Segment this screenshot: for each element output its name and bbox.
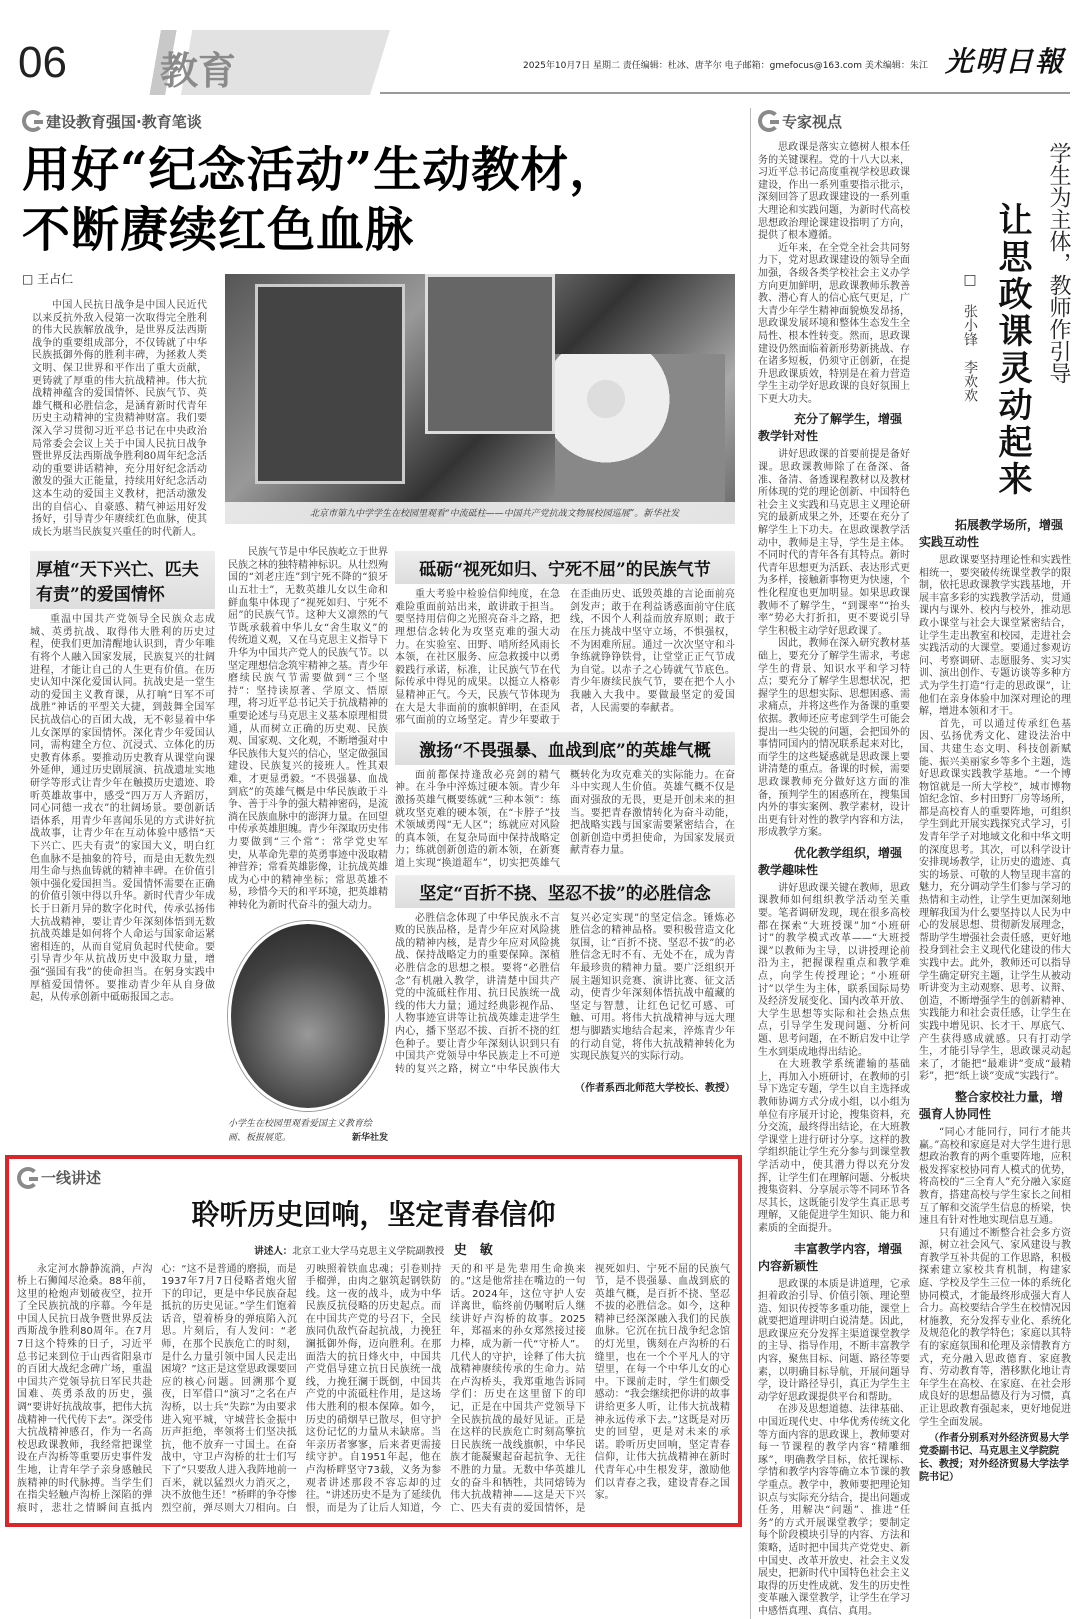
paragraph: 必胜信念体现了中华民族永不言败的民族品格，是青少年应对风险挑战的精神内核，是青少年应对风险挑战、保持战略定力的重要保障。深植必胜信念的思想之根。要将“必胜信念”有机融入教学，讲清楚中国共产党的中流砥柱作用、抗日民族统一战线的伟大力量；通过经典影视作品、人物事迹宣讲等让抗战英雄走进学生内心，播下坚忍不拔、百折不挠的红色种子。要让青少年深刻认识到只有中国共产党领导中华民族走上不可逆转的复兴之路，树立“中华民族伟大复兴必定实现”的坚定信念。锤炼必胜信念的精神品格。要积极营造文化氛围，让“百折不挠、坚忍不拔”的必胜信念无时不有、无处不在，成为青年最珍贵的精神力量。要广泛组织开展主题知识竞赛、演讲比赛、征文活动，使青少年深刻体悟抗战中蕴藏的坚定与智慧，让红色记忆可感、可触、可用。将伟大抗战精神与远大理想与脚踏实地结合起来，淬炼青少年的行动自觉，将伟大抗战精神转化为实现民族复兴的实际行动。	[395, 912, 735, 1075]
paragraph: “同心才能同行，同行才能共赢。”高校和家庭是对大学生进行思想政治教育的两个重要阵地，应积极发挥家校协同育人模式的优势，将高校的“三全育人”充分融入家庭教育，搭建高校与学生家长之间相互了解和交流学生信息的桥梁，快速且有针对性地实现信息互通。	[919, 1126, 1071, 1227]
lecture-column-label	[17, 1165, 730, 1191]
expert-subtitle: 学生为主体，教师作引导	[1046, 142, 1071, 384]
column-name: 专家视点	[782, 112, 843, 131]
column-name: 建设教育强国·教育笔谈	[46, 112, 202, 131]
h4-text	[919, 555, 1071, 1084]
integrity-text	[395, 589, 735, 728]
lead-column-label	[22, 108, 742, 134]
expert-intro	[758, 142, 910, 406]
lead-photo	[225, 274, 735, 524]
paragraph: 因此，教师在深入研究教材基础上，要充分了解学生需求，考虑学生的背景、知识水平和学习特点；要充分了解学生思想状况，把握学生的思想实际、思想困惑、需求痛点，并将这些作为备课的重要依据。教师还应考虑到学生可能会提出一些尖锐的问题，会把国外的事情同国内的情况联系起来对比，而学生的这些疑惑就是思政课上要讲清楚的重点。备课的时候，需要思政课教师充分做好这方面的准备，预判学生的困惑所在，搜集国内外的事实案例、教学素材，设计出更有针对性的教学内容和方法，形成教学方案。	[758, 638, 910, 839]
expert-author-note: （作者分别系对外经济贸易大学党委副书记、马克思主义学院院长、教授；对外经济贸易大学法学院书记）	[919, 1433, 1069, 1484]
paragraph: 面前都保持逢敌必亮剑的精气神。在斗争中淬炼过硬本领。青少年激扬英雄气概要练就“三种本领”：练就攻坚克难的硬本领，在“卡脖子”技术领域勇闯“无人区”；练就应对风险的真本领，在复杂局面中保持战略定力；练就创新创造的新本领，在新赛道上实现“换道超车”，切实把英雄气概转化为攻克难关的实际能力。在奋斗中实现人生价值。英雄气概不仅是面对强敌的无畏，更是开创未来的担当。要把青春激情转化为奋斗动能，把战略实践与国家需要紧密结合，在创新创造中勇担使命，为国家发展贡献青春力量。	[395, 769, 735, 869]
expert-col-1	[758, 142, 910, 1619]
paragraph: 重温中国共产党领导全民族众志成城、英勇抗战、取得伟大胜利的历史过程，使我们更加清醒地认识到，青少年唯有将个人融入国家发展，民族复兴的壮阔进程，才能让自己的人生更有价值。在历史认知中深化爱国认同。抗战史是一堂生动的爱国主义教育课，从打响“日军不可战胜”神话的平型关大捷，到鼓舞全国军民抗战信心的百团大战，无不彰显着中华儿女深厚的家国情怀。深化青少年爱国认同，需构建全方位、沉浸式、立体化的历史教育体系。要推动历史教育从课堂向课外延伸，通过历史剧展演、抗战遗址实地研学等形式让青少年在触摸历史遗迹、聆听英雄故事中，感受“四万万人齐蹈厉，同心同德一戎衣”的壮阔场景。要创新话语体系，用青少年喜闻乐见的方式讲好抗战故事，让青少年在互动体验中感悟“天下兴亡、匹夫有责”的家国大义，明白红色血脉不是抽象的符号，而是由无数先烈用生命与热血铸就的精神丰碑。在价值引领中强化爱国担当。爱国情怀需要在正确的价值引领中得以升华。新时代青少年成长于日新月异的数字化时代，传承弘扬伟大抗战精神，要让青少年深刻体悟到无数抗战英雄是如何将个人命运与国家命运紧密相连的，从而自觉肩负起时代使命。要引导青少年从抗战历史中汲取力量，增强“强国有我”的使命担当。在躬身实践中厚植爱国情怀。要推动青少年从自身做起，从传承创新中砥砺报国之志。	[30, 614, 215, 1004]
expert-authors	[960, 272, 980, 512]
lead-header	[5, 108, 742, 260]
expert-title: 让思政课灵动起来	[992, 202, 1032, 498]
expert-h4: 拓展教学场所，增强实践互动性	[919, 518, 1064, 549]
expert-title-block	[919, 142, 1071, 512]
lecture-box	[5, 1155, 742, 1528]
speaker-name: 史 敏	[453, 1242, 493, 1258]
left-area	[5, 108, 742, 1527]
subhead-integrity: 砥砺“视死如归、宁死不屈”的民族气节	[395, 551, 735, 584]
g-logo-icon	[758, 110, 780, 132]
paragraph: 只有通过不断整合社会多方资源，树立社会风气、家风建设与教育教学互补共促的工作思路，积极探索建立家校共育机制，构建家庭、学校及学生三位一体的系统化协同模式，才能最终形成强大育人合力。高校要结合学生在校情况因材施教，充分发挥专业化、系统化及规范化的教学特色；家庭以其特有的家庭氛围和伦理及亲情教育方式，充分融入思政德育、家庭教育、劳动教育等，潜移默化地让青年学生在高校、在家庭、在社会形成良好的思想品德及行为习惯，真正让思政教育强起来，更好地促进学生全面发展。	[919, 1227, 1071, 1428]
column-name: 一线讲述	[41, 1169, 102, 1187]
h2-text	[758, 883, 910, 1236]
h5-text	[919, 1127, 1071, 1429]
paragraph: 讲好思政课的首要前提是备好课。思政课教师除了在备深、备准、备清、备透课程教材以及教材所体现的党的理论创新、中国特色社会主义实践和马克思主义理论研究的最新成果之外，还要在充分了解学生上下功夫。在思政课教学活动中，教师是主导，学生是主体。不同时代的青年各有其特点。新时代青年思想更为活跃、表达形式更为多样，接触新事物更为快速，个性化程度也更加明显。如果思政课教师不了解学生，“到课率”“抬头率”势必大打折扣，更不要说引导学生积极主动学好思政课了。	[758, 449, 910, 637]
subhead-patriotism: 厚植“天下兴亡、匹夫有责”的爱国情怀	[30, 551, 215, 609]
page-number: 06	[18, 38, 67, 87]
children-photo	[228, 921, 388, 1111]
intro-paragraph: 中国人民抗日战争是中国人民近代以来反抗外敌入侵第一次取得完全胜利的伟大民族解放战争，是世界反法西斯战争的重要组成部分，不仅铸就了中华民族抵御外侮的胜利丰碑，为拯救人类文明、保卫世界和平作出了重大贡献，更铸就了厚重的伟大抗战精神。伟大抗战精神蕴含的爱国情怀、民族气节、英雄气概和必胜信念，是涵育新时代青年历史主动精神的宝贵精神财富。我们要深入学习贯彻习近平总书记在中央政治局常委会会议上关于中国人民抗日战争暨世界反法西斯战争胜利80周年纪念活动的重要讲话精神，充分用好纪念活动激发的强大正能量，持续用好纪念活动这本生动的爱国主义教材，把活动激发出的自信心、自豪感、精气神运用好发扬好，引导青少年赓续红色血脉，使其成长为堪当民族复兴重任的时代新人。	[32, 300, 207, 538]
exhibit-board	[255, 284, 405, 484]
paragraph: 永定河水静静流淌，卢沟桥上石狮闻尽沧桑。88年前，这里的枪炮声划破夜空，拉开了全民族抗战的序幕。今年是中国人民抗日战争暨世界反法西斯战争胜利80周年。在7月7日这个特殊的日子，习近平总书记来到位于山西省阳泉市的百团大战纪念碑广场，重温中国共产党领导抗日军民共赴国难、英勇杀敌的历史，强调“要讲好抗战故事，把伟大抗战精神一代代传下去”。深受伟大抗战精神感召，作为一名高校思政课教师，我经常把课堂设在卢沟桥等重要历史事件发生地，让青年学子亲身感触民族精神的时代脉搏。当学生们在指尖轻触卢沟桥上深陷的弹痕时，悲壮之情瞬间直抵内心：“这不是普通的磨损，而是1937年7月7日侵略者炮火留下的印记，更是中华民族奋起抵抗的历史见证。”学生们饱着话音，望着桥身的弹痕陷入沉思。片刻后，有人发问：“老师，在那个民族危亡的时刻，是什么力量引领中国人民走出困境？”这正是这堂思政课要回应的核心问题。回溯那个夏夜，日军借口“演习”之名在卢沟桥，以士兵“失踪”为由要求进入宛平城，守城营长金振中历声拒绝，率领将士们坚决抵抗，他不放弃一寸国土。在奋战中，守卫卢沟桥的壮士们写下了“只要敌人进入我阵地前一百米，就以猛烈火力消灭之，决不放他生还！”桥畔的争夺惨烈空前，弹尽则大刀相向。白刃映照着铁血忠魂；引卷则持手榴弹，由肉之躯筑起钢铁防线。这一夜的战斗，成为中华民族反抗侵略的历史起点。而在中国共产党的号召下，全民族同仇敌忾奋起抗战，力挽狂澜抵御外侮，迈向胜利。在那面浩大的抗日烽火中，中国共产党倡导建立抗日民族统一战线，力挽狂澜于既倒，中国共产党的中流砥柱作用，是这场伟大胜利的根本保障。如今，历史的硝烟早已散尽，但守护这份记忆的力量从未缺席。当年亲历者寥寥，后来者更需接续守护。自1951年起，他在卢沟桥畔坚守73载，义务为参观者讲述那段不容忘却的过往。“讲述历史不是为了延续仇恨，而是为了让后人知道，今天的和平是先辈用生命换来的。”这是他常挂在嘴边的一句话。2024年，这位守护人安详离世，临终前仍嘱咐后人继续讲好卢沟桥的故事。2025年，郑福来的孙女郑然接过接力棒，成为新一代“守桥人”。几代人的守护，诠释了伟大抗战精神赓续传承的生命力。站在卢沟桥头，我郑重地告诉同学们：历史在这里留下的印记，正是在中国共产党领导下全民族抗战的最好见证。正是在这样的民族危亡时刻高擎抗日民族统一战线旗帜，中华民族才能凝聚起奋起抗争、无往不胜的力量。无数中华英雄儿女的奋斗和牺牲，共同熔铸为伟大抗战精神——这是天下兴亡、匹夫有责的爱国情怀，是视死如归、宁死不屈的民族气节，是不畏强暴、血战到底的英雄气概，是百折不挠、坚忍不拔的必胜信念。如今，这种精神已经深深融入我们的民族血脉。它沉在抗日战争纪念馆的灯光里，镌刻在卢沟桥的石缝里，也在一个个平凡人的守望里，在每一个中华儿女的心中。下课前走时，学生们颇受感动：“我会继续把你讲的故事讲给更多人听，让伟大抗战精神永远传承下去。”这既是对历史的回望，更是对未来的承诺。聆听历史回响，坚定青春信仰，让伟大抗战精神在新时代青年心中生根发芽，激励他们以青春之我，建设青春之国家。	[17, 1263, 730, 1514]
students	[555, 354, 725, 504]
lecture-speaker	[17, 1239, 730, 1258]
authors: 张小锋 李欢欢	[962, 304, 978, 402]
h1-text	[758, 449, 910, 839]
expert-h3: 丰富教学内容，增强内容新颖性	[758, 1241, 903, 1273]
photo-caption: 北京市第九中学学生在校园里观看“中流砥柱——中国共产党抗战文物展校园巡展”。新华社发	[310, 509, 680, 519]
expert-col-2	[919, 142, 1071, 1484]
g-logo-icon	[22, 110, 44, 132]
expert-columns	[758, 142, 1072, 1619]
lead-row-2	[5, 547, 742, 1144]
patriotism-text	[30, 614, 215, 1004]
exhibit-board	[425, 274, 555, 434]
paragraph: 重大考验中检验信仰纯度，在急难险重面前站出来，敢讲敢于担当。要坚持用信仰之光照亮奋斗之路，把理想信念转化为攻坚克难的强大动力。在实验室、田野、哨所经风雨长本领，在社区服务、应急救援中以勇毅践行承诺，标准，让民族气节在代际传承中得见的成果。以挺立人格彰显精神正气。今天，民族气节体现为在大是大非面前的旗帜鲜明，在歪风邪气面前的立场坚定。青少年要敢于在歪曲历史、诋毁英雄的言论面前亮剑发声；敢于在利益诱惑面前守住底线，不因个人利益而放弃原则；敢于在压力挑战中坚守立场，不惧强权，不为困难所屈。通过一次次坚守和斗争练就铮铮铁骨，让堂堂正正气节成为自觉。以赤子之心铸就气节底色。青少年赓续民族气节，要在把个人小我融入大我中。要做最坚定的爱国者，人民需要的奉献者。	[395, 589, 735, 727]
paragraph: 在涉及思想道德、法律基础、中国近现代史、中华优秀传统文化等方面内容的思政课上，教师要对每一节课程的教学内容“精雕细琢”，明确教学目标，依托课标、学情和教学内容等确立本节课的教学重点。教学中，教师要把理论知识点与实际充分结合，提出问题或任务，用解决“问题”、推进“任务”的方式开展课堂教学；要制定每个阶段模块引导的内容、方法和策略，适时把中国共产党党史、新中国史、改革开放史、社会主义发展史，把新时代中国特色社会主义取得的历史性成就、发生的历史性变革融入课堂教学，让学生在学习中感悟真理、真信、真用。	[758, 1404, 910, 1617]
subhead-confidence: 坚定“百折不挠、坚忍不拔”的必胜信念	[395, 875, 735, 908]
section-title: 教育	[160, 48, 237, 93]
lead-headline	[22, 140, 742, 260]
issue-info: 2025年10月7日 星期二 责任编辑：杜冰、唐芊尔 电子邮箱：gmefocus@163.com 美术编辑：朱江	[523, 61, 928, 71]
lecture-text	[17, 1264, 730, 1516]
expert-column-label	[758, 108, 1072, 134]
middle-column	[228, 547, 388, 1144]
lead-byline: □ 王占仁	[22, 272, 74, 286]
expert-article	[750, 108, 1072, 1619]
lecture-title: 聆听历史回响，坚定青春信仰	[191, 1197, 556, 1231]
byline-box: □	[962, 272, 978, 288]
lead-author-note: （作者系西北师范大学校长、教授）	[575, 1083, 735, 1095]
heroism-text	[395, 770, 735, 871]
caption-text: 小学生在校园里观看爱国主义教育绘画、板报展览。	[228, 1118, 373, 1143]
lead-row-1	[5, 270, 742, 539]
newspaper-logo: 光明日報	[945, 45, 1066, 78]
headline-line-2: 不断赓续红色血脉	[22, 202, 415, 258]
expert-h1: 充分了解学生，增强教学针对性	[758, 412, 903, 444]
paragraph: 思政课的本质是讲道理，它承担着政治引导、价值引领、理论塑造、知识传授等多重功能，课堂上就要把道理讲明白说清楚。因此，思政课应充分发挥主渠道课堂教学的主导、指导作用，不断丰富教学内容，聚焦目标、问题、路径等要素，以明确目标导航，开展问题导学，设计路径导引，真正为学生主动学好思政课提供平台和帮助。	[758, 1278, 910, 1403]
paragraph: 首先，可以通过传承红色基因、弘扬优秀文化、建设法治中国、共建生态文明、科技创新赋能、振兴美丽家乡等多个主题，选好思政课实践教学基地。“一个博物馆就是一所大学校”，城市博物馆纪念馆、乡村田野厂房等场所，都是高校育人的重要阵地，可组织学生到此开展实践探究式学习，引发青年学子对地域文化和中华文明的深度思考。其次，可以科学设计安排现场教学，让历史的遗迹、真实的场景、可敬的人物呈现丰富的魅力，充分调动学生们参与学习的热情和主动性，让学生更加深刻地理解我国为什么要坚持以人民为中心的发展思想、贯彻新发展理念，帮助学生增强社会责任感，更好地投身到社会主义现代化建设的伟大实践中去。此外，教师还可以指导学生确定研究主题，让学生从被动听讲变为主动观察、思考、议辩、创造，不断增强学生的创新精神、实践能力和社会责任感，让学生在实践中增见识、长才干、厚底气、产生获得感成就感。只有打动学生，才能引导学生，思政课灵动起来了，才能把“最难讲”变成“最精彩”，把“纸上谈”变成“实践行”。	[919, 718, 1071, 1083]
photo2-caption	[228, 1117, 388, 1145]
left-column	[30, 547, 215, 1004]
headline-line-1: 用好“纪念活动”生动教材，	[22, 142, 619, 198]
paragraph: 民族气节是中华民族屹立于世界民族之林的独特精神标识。从壮烈殉国的“刘老庄连”到宁死不降的“狼牙山五壮士”，无数英雄儿女以生命和鲜血集中体现了“视死如归、宁死不屈”的民族气节。这种大义凛然的气节既承载着中华儿女“舍生取义”的传统道义观，又在马克思主义指导下升华为中国共产党人的民族气节。以坚定理想信念筑牢精神之基。青少年磨续民族气节需要做到“三个坚持”：坚持读原著、学原文、悟原理，将习近平总书记关于抗战精神的重要论述与马克思主义基本原理相贯通，从而树立正确的历史观、民族观、国家观、文化观，不断增强对中华民族伟大复兴的信心，坚定做强国建设、民族复兴的接班人。性其艰难，才更显勇毅。“不畏强暴、血战到底”的英雄气概是中华民族敢于斗争、善于斗争的强大精神密码，是流淌在民族血脉中的澎湃力量。在回望中传承英雄胆魄。青少年深取历史伟力要做到“三个常”：常学党史军史，从革命先辈的英勇事迹中汲取精神营养；常看英雄影像，让抗战英雄成为心中的精神坐标；常思英雄不易，珍惜今天的和平环境，把英雄精神转化为新时代奋斗的强大动力。	[228, 547, 388, 911]
paragraph: 思政课是落实立德树人根本任务的关键课程。党的十八大以来，习近平总书记高度重视学校思政课建设，作出一系列重要指示批示，深刻回答了思政课建设的一系列重大理论和实践问题，为新时代高校思想政治理论课建设指明了方向，提供了根本遵循。	[758, 142, 910, 242]
subhead-heroism: 激扬“不畏强暴、血战到底”的英雄气概	[395, 732, 735, 765]
paragraph: 讲好思政课关键在教师，思政课教师如何组织教学活动至关重要。笔者调研发现，现在很多高校都在探索“大班授课”加“小班研讨”的教学模式改革——“大班授课”以教师为主导，以讲授理论前沿为主，把握课程重点和教学难点，向学生传授理论；“小班研讨”以学生为主体，联系国际局势及经济发展变化、国内改革开放、大学生思想等实际和社会热点焦点，引导学生发现问题、分析问题、思考问题，在不断启发中让学生水到渠成地得出结论。	[758, 882, 910, 1058]
subheads-column	[395, 547, 735, 1094]
expert-h2: 优化教学组织，增强教学趣味性	[758, 845, 903, 877]
lead-intro	[22, 300, 207, 539]
lead-intro-column	[22, 270, 207, 539]
expert-h5: 整合家校社力量，增强育人协同性	[919, 1089, 1064, 1121]
paragraph: 在大班教学系统灌输的基础上，再加入小班研讨，在教师的引导下选定专题，学生以自主选择或教师协调方式分成小组，以小组为单位有序展开讨论，搜集资料，充分交流，最终得出结论，在大班教学课堂上进行研讨分享。这样的教学组织能让学生充分参与到课堂教学活动中，使其潜力得以充分发挥，让学生们在理解问题、分板块搜集资料、分享展示等不同环节各尽其长，这既能引发学生真正思考理解，又能促进学生知识、能力和素质的全面提升。	[758, 1059, 910, 1234]
photo-credit: 新华社发	[351, 1132, 388, 1143]
paragraph: 近年来，在全党全社会共同努力下，党对思政课建设的领导全面加强，各级各类学校社会主义办学方向更加鲜明，思政课教师乐教善教、潜心育人的信心底气更足，广大青少年学生精神面貌焕发昂扬，思政课发展环境和整体生态发生全局性、根本性转变。然而，思政课建设仍然面临着新形势新挑战、存在诸多短板，仍须守正创新，在提升思政课质效，特别是在着力营造学生主动学好思政课的良好氛围上下更大功夫。	[758, 242, 910, 405]
g-logo-icon	[17, 1167, 39, 1189]
confidence-text	[395, 913, 735, 1077]
speaker-label: 讲述人：	[254, 1245, 293, 1257]
middle-col-text	[228, 547, 388, 912]
h3-text	[758, 1279, 910, 1619]
paragraph: 思政课要坚持理论性和实践性相统一，要突破传统课堂教学的限制，依托思政课教学实践基地，开展丰富多彩的实践教学活动，贯通课内与课外、校内与校外，推动思政小课堂与社会大课堂紧密结合，让学生走出教室和校园，走进社会实践活动的大课堂。要通过参观访问、考察调研、志愿服务、实习实训、演出创作、专题访谈等多种方式为学生打造“行走的思政课”，让他们在亲身体验中加深对理论的理解，增进本领和才干。	[919, 555, 1071, 718]
speaker-org: 北京工业大学马克思主义学院副教授	[292, 1245, 445, 1257]
